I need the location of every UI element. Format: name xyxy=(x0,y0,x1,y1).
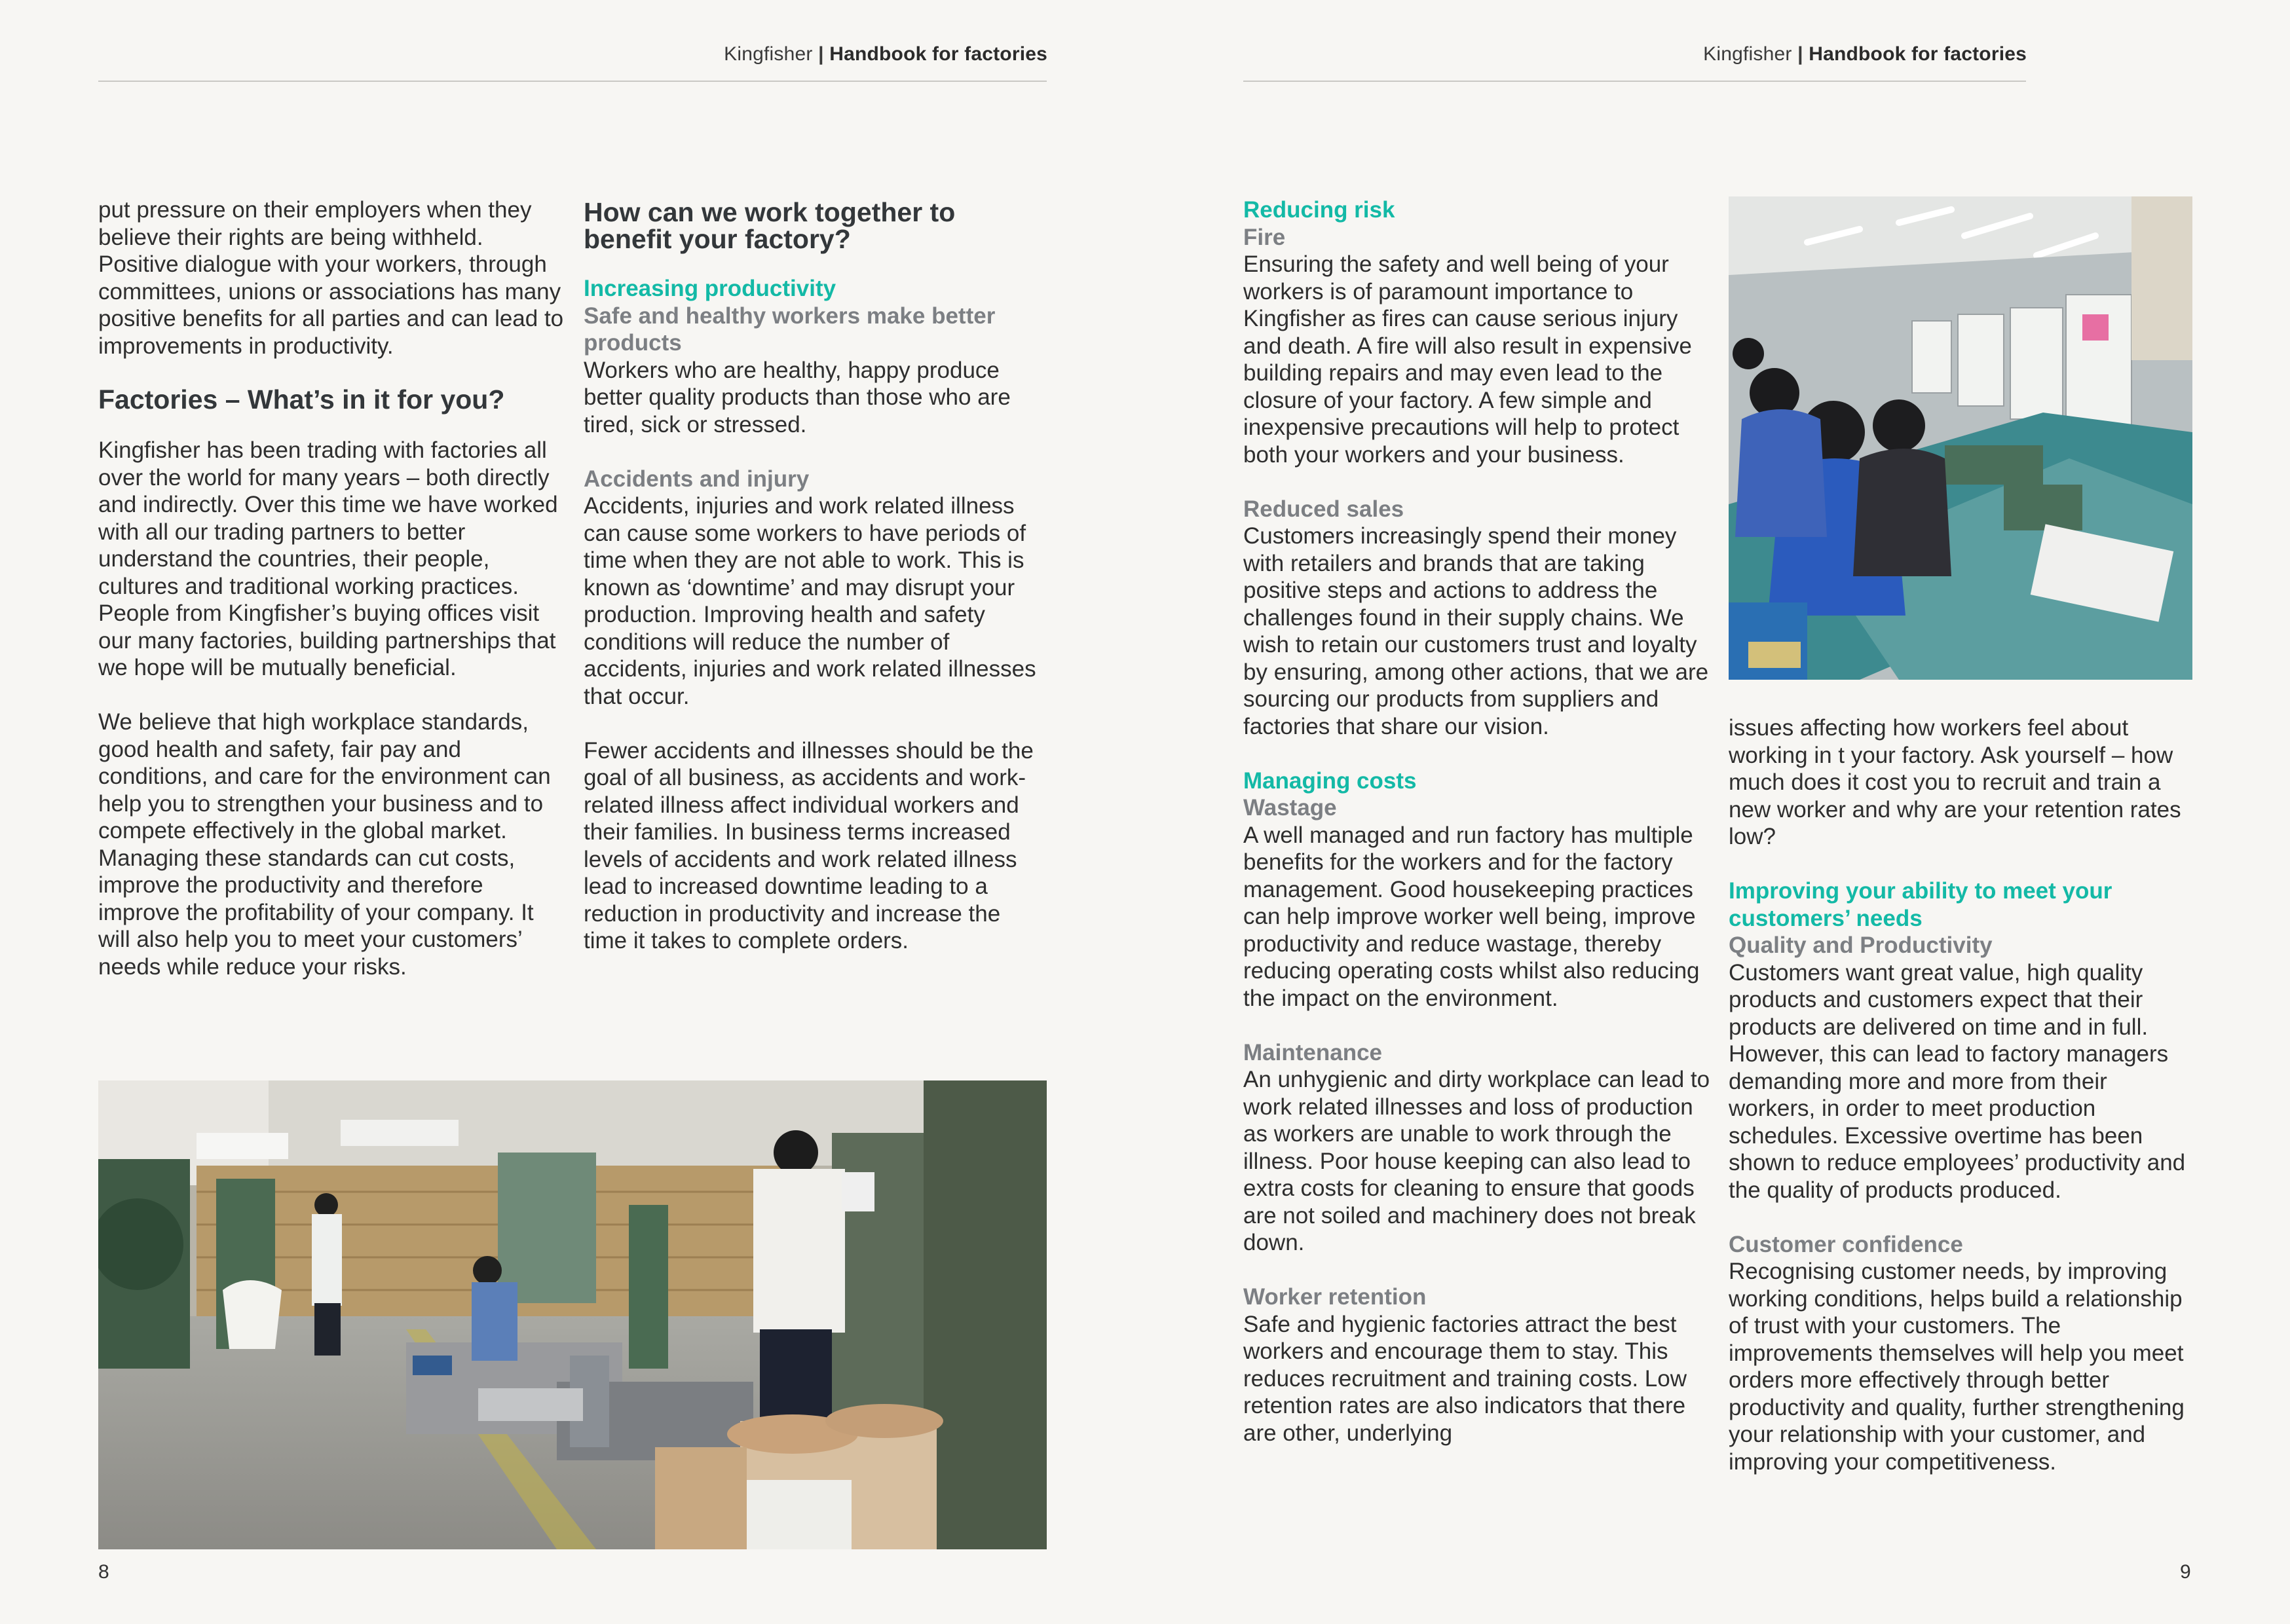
factory-floor-photo xyxy=(98,1080,1047,1549)
body-paragraph: issues affecting how workers feel about working in t your factory. Ask yourself – how much does it cost you to recruit and train a new worker and why are your retention rates low? xyxy=(1729,715,2181,849)
left-column-2 xyxy=(584,199,1047,955)
subheading: Quality and Productivity xyxy=(1729,932,1993,958)
subheading: Wastage xyxy=(1243,795,1337,821)
right-column-2 xyxy=(1729,714,2194,1475)
body-paragraph: We believe that high workplace standards, good health and safety, fair pay and conditions, and care for the environment can help you to strengthen your business and to compete effectively in the global market. Managing these standards can cut costs, improve the productivity and therefore improve the profitability of your company. It will also help you to meet your customers’ needs while reduce your risks. xyxy=(98,709,551,980)
body-paragraph: Customers want great value, high quality products and customers expect that their products are delivered on time and in full. However, this can lead to factory managers demanding more and more from their workers, in order to meet production schedules. Excessive overtime has been shown to reduce employees’ productivity and the quality of products produced. xyxy=(1729,959,2186,1203)
subsection-heading: Increasing productivity xyxy=(584,276,836,301)
body-paragraph: Fewer accidents and illnesses should be the goal of all business, as accidents and work-related illness affect individual workers and their families. In business terms increased levels of accidents and work related illness lead to increased downtime leading to a reduction in productivity and increase the time it takes to complete orders. xyxy=(584,737,1034,953)
body-paragraph: Kingfisher has been trading with factories all over the world for many years – both directly and indirectly. Over this time we have worked with all our trading partners to better understand the countries, their people, cultures and traditional working practices. People from Kingfisher’s buying offices visit our many factories, building partnerships that we hope will be mutually beneficial. xyxy=(98,437,558,680)
body-paragraph: Safe and hygienic factories attract the best workers and encourage them to stay. This reduces recruitment and training costs. Low retention rates are also indicators that there are other, underlying xyxy=(1243,1311,1687,1446)
assembly-line-photo xyxy=(1729,196,2192,680)
body-paragraph: A well managed and run factory has multiple benefits for the workers and for the factory management. Good housekeeping practices can help improve worker well being, improve productivity and reduce wastage, thereby reducing operating costs whilst also reducing the impact on the environment. xyxy=(1243,822,1700,1011)
subheading: Maintenance xyxy=(1243,1039,1382,1065)
header-separator: | xyxy=(818,43,824,65)
section-heading: Factories – What’s in it for you? xyxy=(98,384,505,415)
subheading: Fire xyxy=(1243,224,1286,250)
header-rule xyxy=(98,81,1047,82)
intro-paragraph: put pressure on their employers when they believe their rights are being withheld. Positive dialogue with your workers, through committees, unions or associations has many positive benefits for all parties and can lead to improvements in productivity. xyxy=(98,197,564,359)
subheading: Customer confidence xyxy=(1729,1231,1963,1257)
header-title: Handbook for factories xyxy=(1809,43,2027,65)
body-paragraph: Ensuring the safety and well being of your workers is of paramount importance to Kingfisher as fires can cause serious injury and death. A fire will also result in expensive building repairs and may even lead to the closure of your factory. A few simple and inexpensive precautions will help to protect both your workers and your business. xyxy=(1243,251,1692,468)
subsection-heading: Managing costs xyxy=(1243,767,1417,794)
left-column-1 xyxy=(98,196,565,980)
page-number: 8 xyxy=(98,1561,109,1583)
running-header xyxy=(1703,43,2027,65)
header-brand: Kingfisher xyxy=(1703,43,1792,65)
body-paragraph: Recognising customer needs, by improving working conditions, helps build a relationship of trust with your customers. The improvements themselves will help you meet orders more effectively through better productivity and quality, further strengthening your relationship with your customer, and improving your competitiveness. xyxy=(1729,1259,2185,1475)
header-rule xyxy=(1243,81,2026,82)
subheading: Worker retention xyxy=(1243,1284,1427,1310)
subsection-heading: Reducing risk xyxy=(1243,197,1395,223)
header-separator: | xyxy=(1797,43,1803,65)
header-brand: Kingfisher xyxy=(724,43,813,65)
running-header xyxy=(724,43,1047,65)
body-paragraph: Accidents, injuries and work related illness can cause some workers to have periods of time when they are not able to work. This is known as ‘downtime’ and may disrupt your production. Improving health and safety conditions will reduce the number of accidents, injuries and work related illnesses that occur. xyxy=(584,493,1036,709)
body-paragraph: Customers increasingly spend their money with retailers and brands that are taking positive steps and actions to address the challenges found in their supply chains. We wish to retain our customers trust and loyalty by ensuring, among other actions, that we are sourcing our products from suppliers and factories that share our vision. xyxy=(1243,523,1709,739)
subheading: Reduced sales xyxy=(1243,496,1404,522)
right-column-1 xyxy=(1243,196,1715,1447)
body-paragraph: Workers who are healthy, happy produce better quality products than those who are tired, sick or stressed. xyxy=(584,357,1011,437)
header-title: Handbook for factories xyxy=(829,43,1047,65)
right-page xyxy=(1145,0,2290,1624)
section-heading: How can we work together to benefit your factory? xyxy=(584,197,956,254)
subheading: Accidents and injury xyxy=(584,466,810,492)
page-number: 9 xyxy=(2180,1561,2191,1583)
subheading: Safe and healthy workers make better products xyxy=(584,303,996,356)
body-paragraph: An unhygienic and dirty workplace can lead to work related illnesses and loss of production as workers are unable to work through the illness. Poor house keeping can also lead to extra costs for cleaning to ensure that goods are not soiled and machinery does not break down. xyxy=(1243,1067,1710,1255)
subsection-heading: Improving your ability to meet your customers’ needs xyxy=(1729,878,2112,931)
